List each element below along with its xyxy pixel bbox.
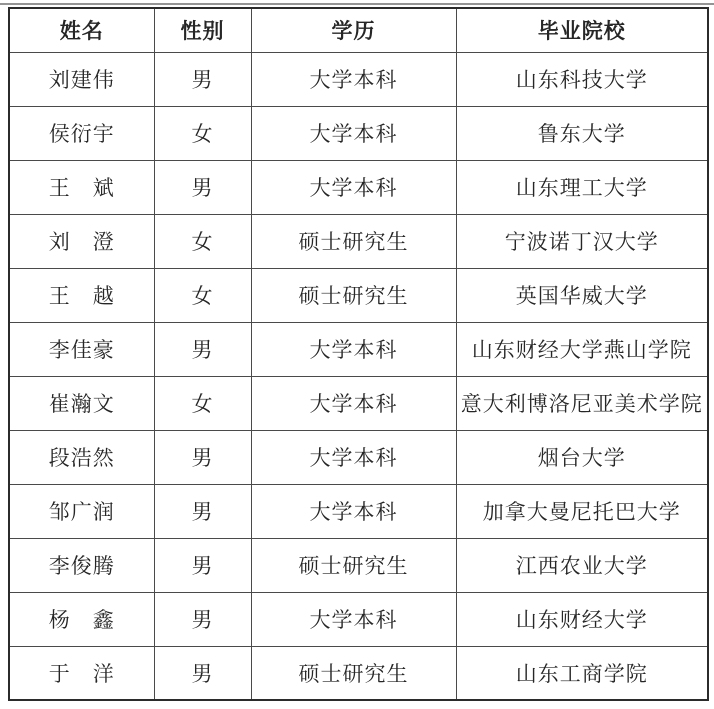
education-cell: 硕士研究生 bbox=[251, 214, 456, 268]
education-cell: 硕士研究生 bbox=[251, 538, 456, 592]
school-cell: 鲁东大学 bbox=[456, 106, 708, 160]
header-row bbox=[9, 8, 708, 52]
education-cell: 大学本科 bbox=[251, 52, 456, 106]
table-row bbox=[9, 538, 708, 592]
education-cell: 硕士研究生 bbox=[251, 646, 456, 700]
table-row bbox=[9, 646, 708, 700]
gender-cell: 男 bbox=[154, 52, 251, 106]
education-cell: 大学本科 bbox=[251, 160, 456, 214]
table-row bbox=[9, 592, 708, 646]
school-cell: 江西农业大学 bbox=[456, 538, 708, 592]
name-cell: 李俊腾 bbox=[9, 538, 154, 592]
gender-cell: 女 bbox=[154, 376, 251, 430]
column-header-school: 毕业院校 bbox=[456, 8, 708, 52]
gender-cell: 女 bbox=[154, 106, 251, 160]
column-header-education: 学历 bbox=[251, 8, 456, 52]
table-row bbox=[9, 106, 708, 160]
column-header-name: 姓名 bbox=[9, 8, 154, 52]
school-cell: 意大利博洛尼亚美术学院 bbox=[456, 376, 708, 430]
gender-cell: 男 bbox=[154, 160, 251, 214]
education-cell: 大学本科 bbox=[251, 376, 456, 430]
table-row bbox=[9, 214, 708, 268]
name-cell: 段浩然 bbox=[9, 430, 154, 484]
graduates-table bbox=[8, 7, 709, 701]
gender-cell: 男 bbox=[154, 484, 251, 538]
name-cell: 崔瀚文 bbox=[9, 376, 154, 430]
school-cell: 宁波诺丁汉大学 bbox=[456, 214, 708, 268]
table-row bbox=[9, 268, 708, 322]
gender-cell: 男 bbox=[154, 430, 251, 484]
column-header-gender: 性别 bbox=[154, 8, 251, 52]
name-cell: 于 洋 bbox=[9, 646, 154, 700]
table-row bbox=[9, 160, 708, 214]
table-row bbox=[9, 322, 708, 376]
table-body bbox=[9, 52, 708, 700]
education-cell: 大学本科 bbox=[251, 592, 456, 646]
page-top-divider bbox=[0, 3, 714, 5]
name-cell: 杨 鑫 bbox=[9, 592, 154, 646]
gender-cell: 女 bbox=[154, 268, 251, 322]
gender-cell: 男 bbox=[154, 322, 251, 376]
gender-cell: 男 bbox=[154, 538, 251, 592]
education-cell: 硕士研究生 bbox=[251, 268, 456, 322]
table-row bbox=[9, 52, 708, 106]
school-cell: 山东理工大学 bbox=[456, 160, 708, 214]
gender-cell: 男 bbox=[154, 592, 251, 646]
school-cell: 英国华威大学 bbox=[456, 268, 708, 322]
education-cell: 大学本科 bbox=[251, 430, 456, 484]
name-cell: 刘建伟 bbox=[9, 52, 154, 106]
school-cell: 山东财经大学燕山学院 bbox=[456, 322, 708, 376]
table-header bbox=[9, 8, 708, 52]
education-cell: 大学本科 bbox=[251, 106, 456, 160]
name-cell: 侯衍宇 bbox=[9, 106, 154, 160]
table-row bbox=[9, 376, 708, 430]
education-cell: 大学本科 bbox=[251, 322, 456, 376]
gender-cell: 女 bbox=[154, 214, 251, 268]
name-cell: 刘 澄 bbox=[9, 214, 154, 268]
name-cell: 李佳豪 bbox=[9, 322, 154, 376]
school-cell: 烟台大学 bbox=[456, 430, 708, 484]
school-cell: 加拿大曼尼托巴大学 bbox=[456, 484, 708, 538]
name-cell: 邹广润 bbox=[9, 484, 154, 538]
gender-cell: 男 bbox=[154, 646, 251, 700]
school-cell: 山东工商学院 bbox=[456, 646, 708, 700]
school-cell: 山东科技大学 bbox=[456, 52, 708, 106]
name-cell: 王 斌 bbox=[9, 160, 154, 214]
name-cell: 王 越 bbox=[9, 268, 154, 322]
table-row bbox=[9, 484, 708, 538]
table-row bbox=[9, 430, 708, 484]
education-cell: 大学本科 bbox=[251, 484, 456, 538]
school-cell: 山东财经大学 bbox=[456, 592, 708, 646]
